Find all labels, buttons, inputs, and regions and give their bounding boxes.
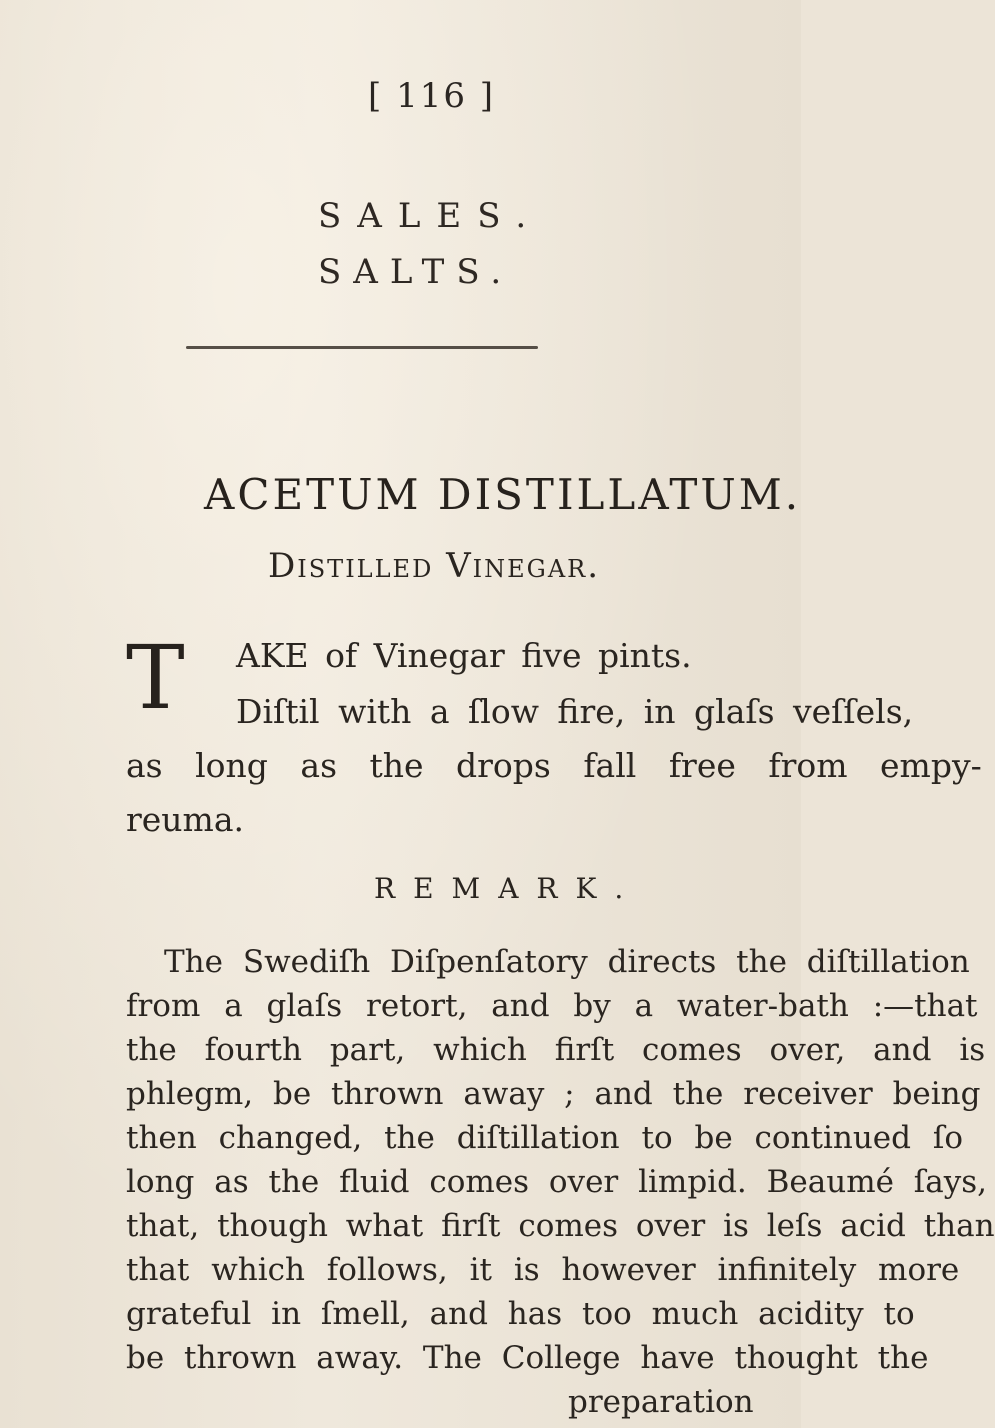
divider-rule: [186, 346, 538, 349]
remark-heading: REMARK.: [374, 872, 642, 905]
recipe-line: AKE of Vinegar five pints.: [236, 636, 692, 675]
remark-line: the fourth part, which firſt comes over, and is: [126, 1032, 986, 1068]
section-heading-english: SALTS.: [318, 252, 514, 292]
recipe-line: Diſtil with a ſlow fire, in glaſs veſſels,: [236, 692, 914, 731]
remark-line: from a glaſs retort, and by a water-bath :—that: [126, 988, 978, 1024]
remark-line: grateful in ſmell, and has too much acidity to: [126, 1296, 915, 1332]
recipe-title: ACETUM DISTILLATUM.: [204, 470, 802, 519]
page-number: [ 116 ]: [368, 76, 496, 116]
remark-line: that, though what firſt comes over is leſs acid than: [126, 1208, 995, 1244]
remark-line: phlegm, be thrown away ; and the receiver being: [126, 1076, 981, 1112]
recipe-subtitle: Distilled Vinegar.: [268, 546, 601, 586]
remark-line: The Swediſh Diſpenſatory directs the diſtillation: [164, 944, 970, 980]
remark-line: that which follows, it is however infinitely more: [126, 1252, 960, 1288]
recipe-line: reuma.: [126, 800, 245, 839]
catchword: preparation: [568, 1384, 754, 1420]
drop-cap: T: [126, 626, 185, 729]
remark-line: then changed, the diſtillation to be continued ſo: [126, 1120, 963, 1156]
remark-line: be thrown away. The College have thought the: [126, 1340, 929, 1376]
section-heading-latin: SALES.: [318, 196, 543, 236]
recipe-line: as long as the drops fall free from empy-: [126, 746, 982, 785]
remark-line: long as the fluid comes over limpid. Beaumé ſays,: [126, 1164, 988, 1200]
